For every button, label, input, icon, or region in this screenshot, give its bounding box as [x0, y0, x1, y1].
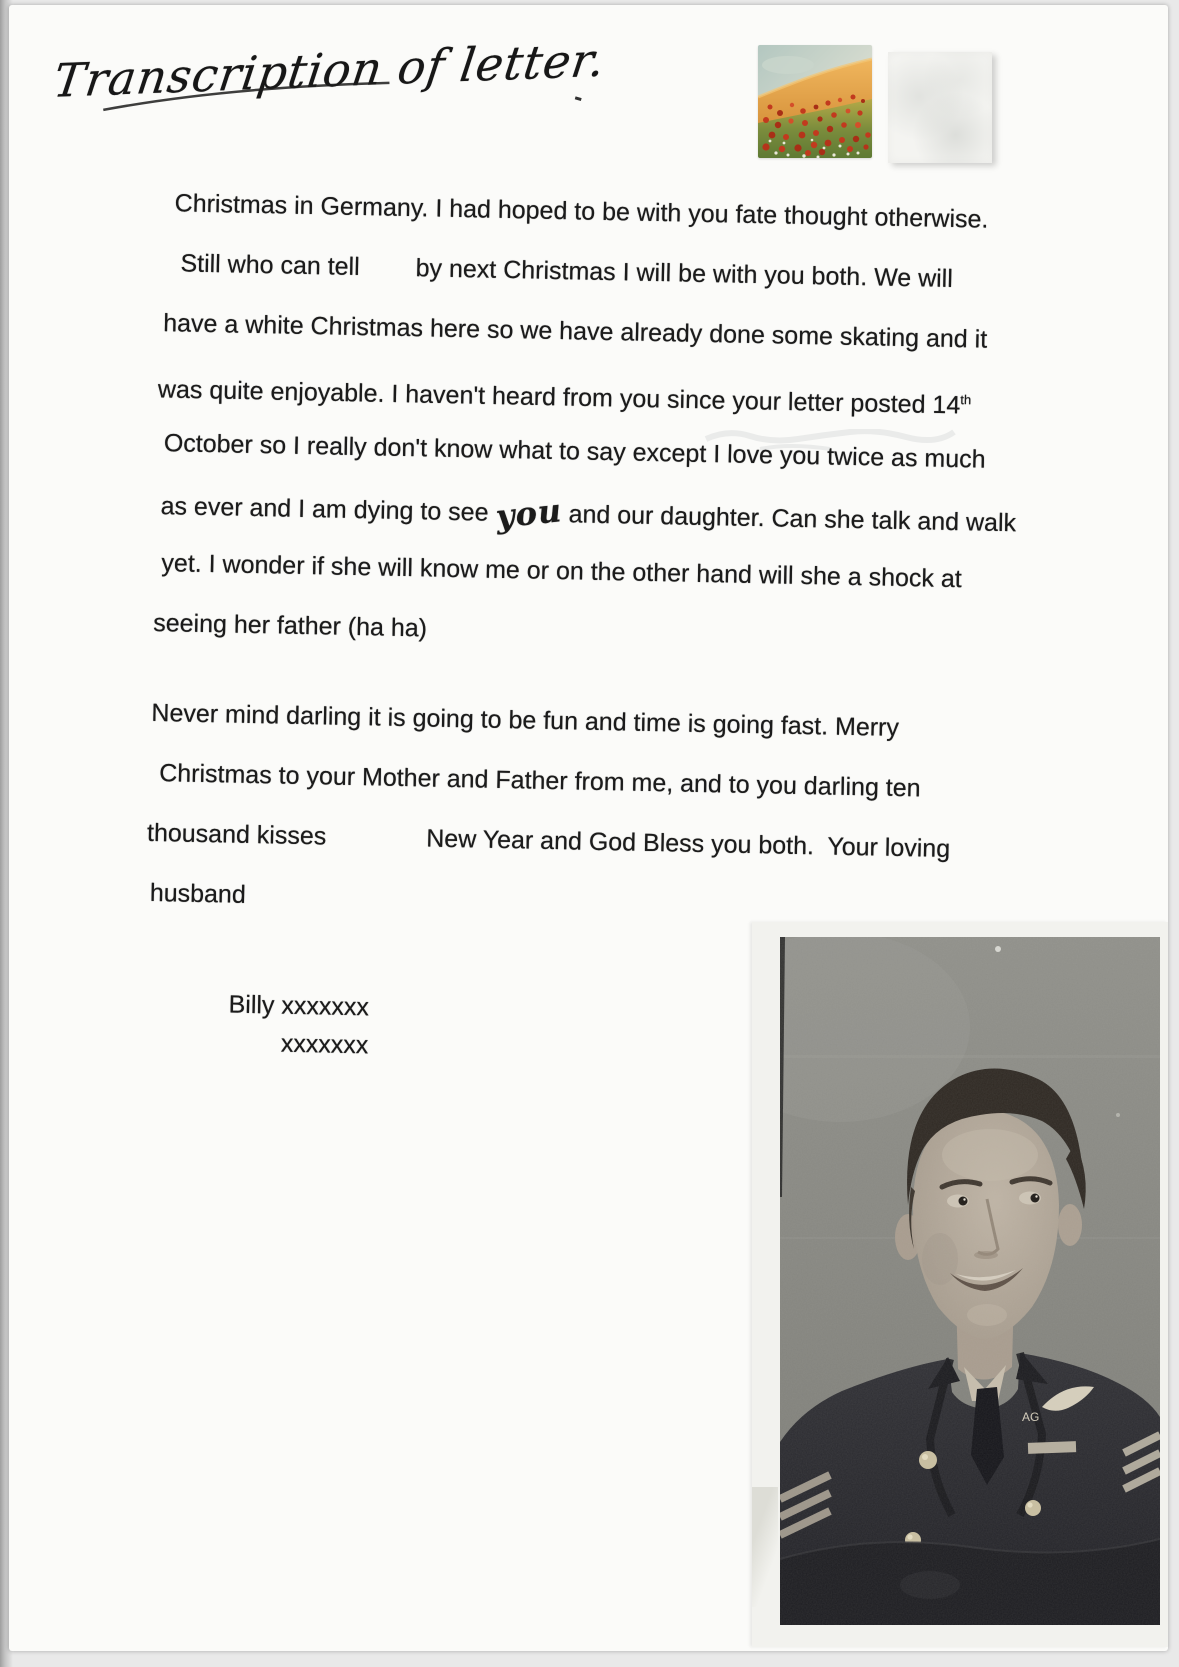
typed-text: Still who can tell	[180, 249, 360, 282]
typed-gap	[360, 275, 416, 276]
typed-text: Christmas to your Mother and Father from me, and to you darling ten	[158, 759, 921, 803]
poppy-field-illustration	[758, 45, 872, 158]
superscript-text: th	[960, 392, 972, 408]
handwritten-word: you	[494, 491, 564, 536]
typed-text: thousand kisses	[146, 818, 327, 851]
typed-text: husband	[149, 878, 247, 909]
typed-text: and our daughter. Can she talk and walk	[561, 500, 1017, 538]
portrait-photo	[752, 922, 1168, 1647]
scanned-letter-page	[9, 5, 1168, 1651]
typed-text: New Year and God Bless you both. Your loving	[425, 824, 951, 863]
typed-text: October so I really don't know what to say except I love you twice as much	[163, 429, 986, 474]
portrait-photo-image	[780, 937, 1160, 1625]
typed-text: Never mind darling it is going to be fun and time is going fast. Merry	[151, 698, 900, 742]
typed-text: as ever and I am dying to see	[160, 492, 496, 527]
handwritten-title	[50, 32, 617, 163]
blank-white-card	[888, 52, 992, 163]
airman-portrait-illustration	[780, 937, 1160, 1625]
photo-crease	[752, 1487, 778, 1607]
handwritten-title-text: Transcription of letter.	[50, 32, 609, 108]
air-gunner-badge-text: AG	[1022, 1410, 1040, 1424]
typed-text: seeing her father (ha ha)	[152, 608, 428, 643]
poppy-field-painting	[758, 45, 872, 158]
typed-text: xxxxxxx	[280, 1029, 369, 1060]
typed-text: was quite enjoyable. I haven't heard from you since your letter posted 14	[157, 375, 961, 420]
typed-text: Christmas in Germany. I had hoped to be with you fate thought otherwise.	[174, 189, 989, 234]
typed-text: yet. I wonder if she will know me or on the other hand will she a shock at	[161, 549, 962, 594]
typed-text: have a white Christmas here so we have already done some skating and it	[163, 309, 988, 354]
typed-gap	[326, 844, 426, 846]
typed-text: Billy xxxxxxx	[228, 990, 370, 1022]
typed-text: by next Christmas I will be with you both. We will	[415, 254, 954, 293]
